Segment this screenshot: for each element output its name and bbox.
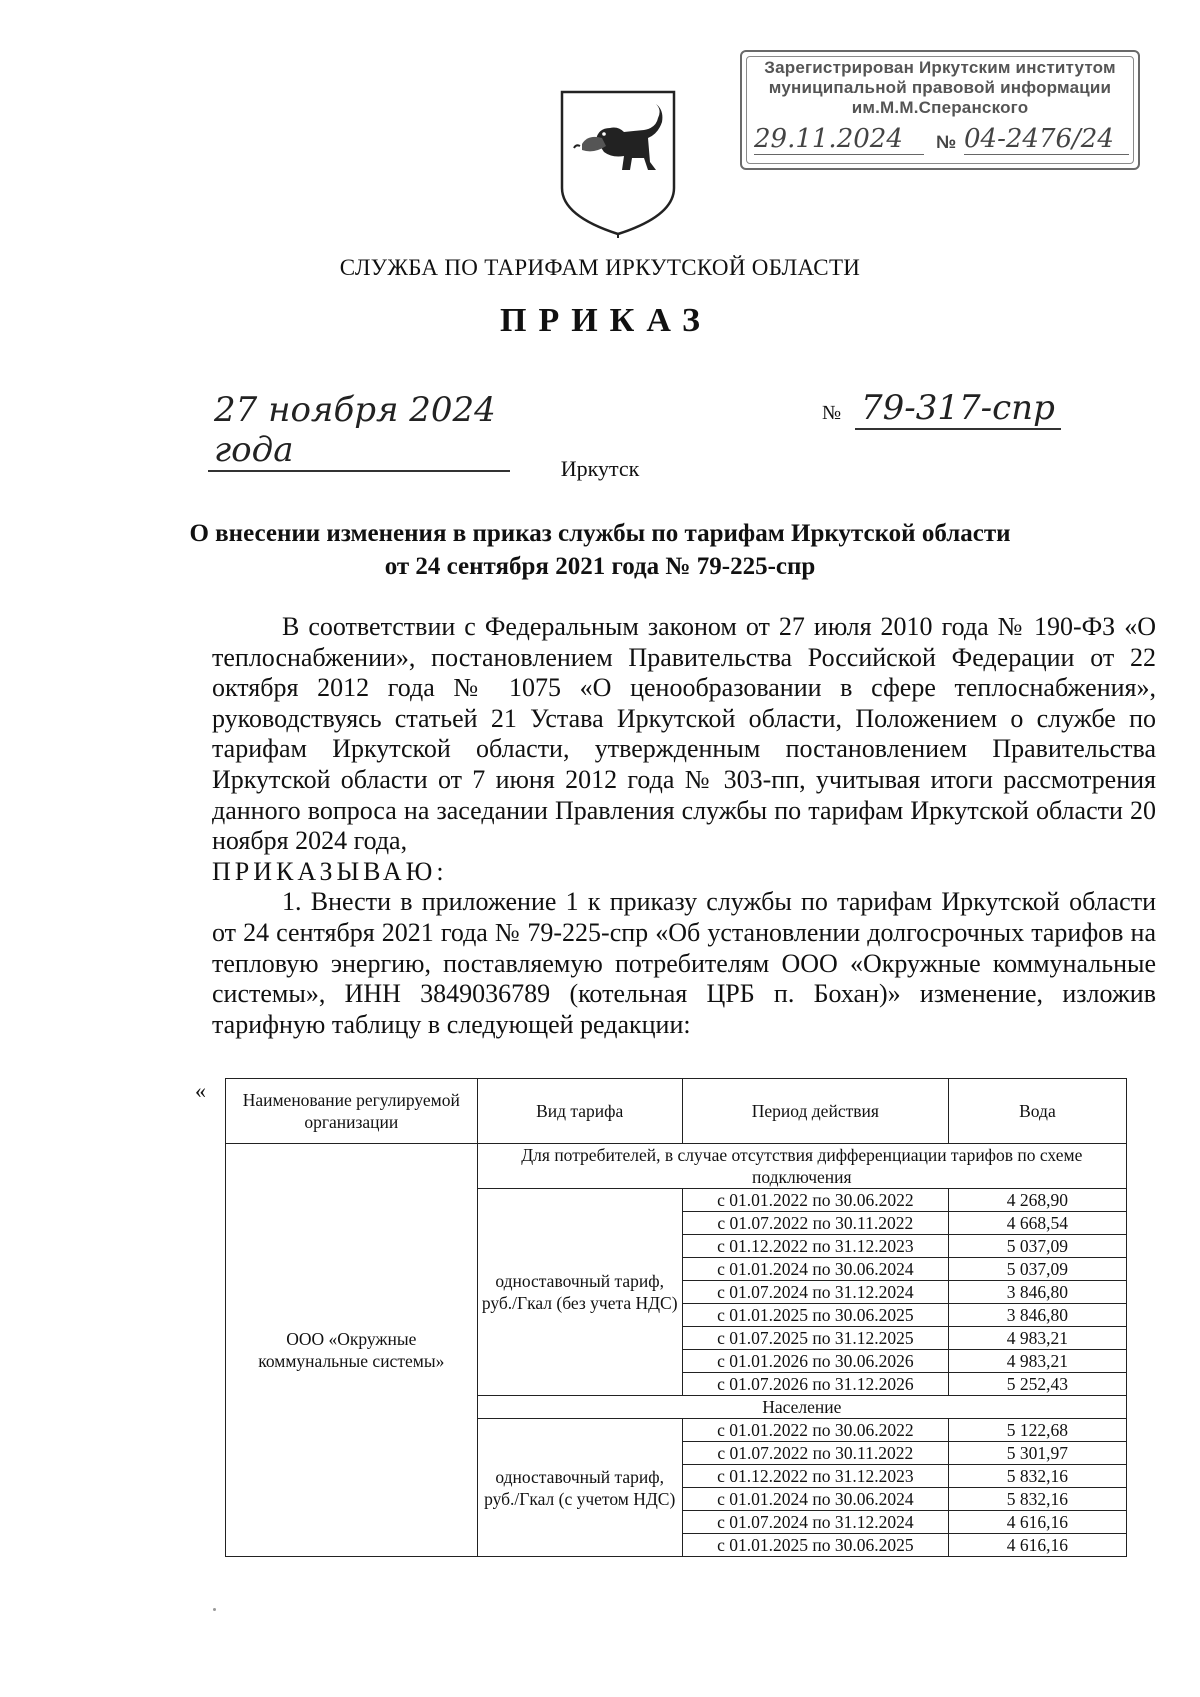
preamble-paragraph: В соответствии с Федеральным законом от 27 июля 2010 года № 190-ФЗ «О теплоснабжении», постановлением Правительства Российской Федерации от 22 октября 2012 года № 1075 «О ценообразовании в сфере теплоснабжения», руководствуясь статьей 21 Устава Иркутской области, Положением о службе по тарифам Иркутской области, утвержденным постановлением Правительства Иркутской области от 7 июня 2012 года № 303-пп, учитывая итоги рассмотрения данного вопроса на заседании Правления службы по тарифам Иркутской области 20 ноября 2024 года, bbox=[212, 612, 1156, 856]
water-value-cell: 5 252,43 bbox=[948, 1373, 1126, 1396]
stamp-number: 04-2476/24 bbox=[964, 124, 1129, 155]
table-header-row bbox=[226, 1079, 1127, 1144]
period-cell: с 01.01.2022 по 30.06.2022 bbox=[682, 1419, 948, 1442]
stamp-line-2: муниципальной правовой информации bbox=[768, 78, 1112, 97]
order-date: 27 ноября 2024 года bbox=[208, 390, 510, 472]
period-cell: с 01.01.2024 по 30.06.2024 bbox=[682, 1488, 948, 1511]
header-tariff-type: Вид тарифа bbox=[477, 1079, 682, 1144]
coat-of-arms-icon bbox=[558, 88, 678, 238]
water-value-cell: 5 122,68 bbox=[948, 1419, 1126, 1442]
period-cell: с 01.01.2026 по 30.06.2026 bbox=[682, 1350, 948, 1373]
water-value-cell: 5 037,09 bbox=[948, 1258, 1126, 1281]
opening-quote: « bbox=[195, 1078, 206, 1103]
water-value-cell: 4 616,16 bbox=[948, 1511, 1126, 1534]
period-cell: с 01.01.2022 по 30.06.2022 bbox=[682, 1189, 948, 1212]
registration-stamp bbox=[740, 50, 1140, 170]
item-1-paragraph: 1. Внести в приложение 1 к приказу службы по тарифам Иркутской области от 24 сентября 2021 года № 79-225-спр «Об установлении долгосрочных тарифов на тепловую энергию, поставляемую потребителям ООО «Окружные коммунальные системы», ИНН 3849036789 (котельная ЦРБ п. Бохан)» изменение, изложив тарифную таблицу в следующей редакции: bbox=[212, 887, 1156, 1039]
stamp-line-1: Зарегистрирован Иркутским институтом bbox=[764, 58, 1116, 77]
subject-line-1: О внесении изменения в приказ службы по тарифам Иркутской области bbox=[189, 520, 1011, 547]
order-number: 79-317-спр bbox=[855, 388, 1061, 430]
city: Иркутск bbox=[560, 456, 640, 481]
service-name: СЛУЖБА ПО ТАРИФАМ ИРКУТСКОЙ ОБЛАСТИ bbox=[339, 255, 861, 280]
period-cell: с 01.07.2024 по 31.12.2024 bbox=[682, 1511, 948, 1534]
header-water: Вода bbox=[948, 1079, 1126, 1144]
period-cell: с 01.07.2024 по 31.12.2024 bbox=[682, 1281, 948, 1304]
header-organization: Наименование регулируемой организации bbox=[226, 1079, 478, 1144]
stamp-number-sign: № bbox=[936, 132, 957, 152]
water-value-cell: 3 846,80 bbox=[948, 1304, 1126, 1327]
group2-tariff-type: одноставочный тариф, руб./Гкал (с учетом НДС) bbox=[477, 1419, 682, 1557]
period-cell: с 01.07.2022 по 30.11.2022 bbox=[682, 1442, 948, 1465]
tariff-table bbox=[225, 1078, 1127, 1557]
stamp-date: 29.11.2024 bbox=[754, 124, 924, 155]
water-value-cell: 5 301,97 bbox=[948, 1442, 1126, 1465]
period-cell: с 01.01.2025 по 30.06.2025 bbox=[682, 1534, 948, 1557]
group2-title: Население bbox=[477, 1396, 1126, 1419]
scan-mark bbox=[213, 1608, 216, 1611]
group1-title: Для потребителей, в случае отсутствия дифференциации тарифов по схеме подключения bbox=[477, 1144, 1126, 1189]
water-value-cell: 5 832,16 bbox=[948, 1488, 1126, 1511]
water-value-cell: 5 832,16 bbox=[948, 1465, 1126, 1488]
period-cell: с 01.12.2022 по 31.12.2023 bbox=[682, 1465, 948, 1488]
period-cell: с 01.07.2022 по 30.11.2022 bbox=[682, 1212, 948, 1235]
period-cell: с 01.12.2022 по 31.12.2023 bbox=[682, 1235, 948, 1258]
group-title-row bbox=[226, 1144, 1127, 1189]
group1-tariff-type: одноставочный тариф, руб./Гкал (без учета НДС) bbox=[477, 1189, 682, 1396]
period-cell: с 01.01.2025 по 30.06.2025 bbox=[682, 1304, 948, 1327]
subject-line-2: от 24 сентября 2021 года № 79-225-спр bbox=[384, 553, 816, 580]
header-period: Период действия bbox=[682, 1079, 948, 1144]
decree-word: ПРИКАЗЫВАЮ: bbox=[212, 856, 448, 886]
water-value-cell: 4 983,21 bbox=[948, 1350, 1126, 1373]
water-value-cell: 4 268,90 bbox=[948, 1189, 1126, 1212]
order-number-sign: № bbox=[822, 402, 842, 424]
body-text bbox=[212, 612, 1156, 1040]
stamp-line-3: им.М.М.Сперанского bbox=[851, 98, 1029, 117]
order-title: ПРИКАЗ bbox=[500, 302, 712, 339]
order-subject bbox=[140, 517, 1060, 583]
period-cell: с 01.01.2024 по 30.06.2024 bbox=[682, 1258, 948, 1281]
water-value-cell: 4 616,16 bbox=[948, 1534, 1126, 1557]
period-cell: с 01.07.2026 по 31.12.2026 bbox=[682, 1373, 948, 1396]
organization-cell: ООО «Окружные коммунальные системы» bbox=[226, 1144, 478, 1557]
water-value-cell: 3 846,80 bbox=[948, 1281, 1126, 1304]
water-value-cell: 5 037,09 bbox=[948, 1235, 1126, 1258]
water-value-cell: 4 668,54 bbox=[948, 1212, 1126, 1235]
period-cell: с 01.07.2025 по 31.12.2025 bbox=[682, 1327, 948, 1350]
water-value-cell: 4 983,21 bbox=[948, 1327, 1126, 1350]
